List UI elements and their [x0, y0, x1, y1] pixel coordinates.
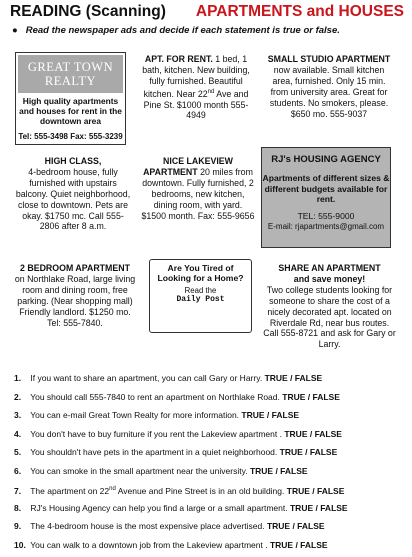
ad-headline: 2 BEDROOM APARTMENT	[20, 263, 130, 273]
question-text: You can e-mail Great Town Realty for more information.	[30, 410, 240, 420]
agency-email: E-mail: rjapartments@gmail.com	[267, 221, 385, 231]
daily-post-question: Are You Tired of Looking for a Home?	[157, 263, 244, 283]
question-text: If you want to share an apartment, you can call Gary or Harry.	[30, 373, 263, 383]
ad-nice-lakeview	[141, 156, 255, 221]
true-false-choice[interactable]: TRUE / FALSE	[282, 391, 340, 402]
question-item	[14, 443, 408, 462]
logo-line-2: REALTY	[44, 74, 97, 88]
question-text-sup: nd	[109, 486, 116, 492]
ad-headline: NICE LAKEVIEW APARTMENT	[143, 156, 233, 177]
question-text: You shouldn't have pets in the apartment in a quiet neighborhood.	[30, 447, 278, 457]
question-item	[14, 480, 408, 499]
true-false-choice[interactable]: TRUE / FALSE	[279, 447, 338, 457]
question-text: You can smoke in the small apartment near the university.	[30, 465, 248, 476]
question-text: The 4-bedroom house is the most expensive place advertised.	[30, 521, 265, 531]
question-item	[14, 499, 408, 518]
agency-title: RJ's HOUSING AGENCY	[271, 154, 381, 165]
realty-contact: Tel: 555-3498 Fax: 555-3239	[18, 132, 123, 141]
ad-headline: HIGH CLASS,	[44, 156, 102, 166]
question-number: 6.	[14, 465, 22, 476]
ad-text: now available. Small kitchen area, furnished. Only 15 min. from university area. Great for students. No smokers, please. $650 mo. 555-9037	[269, 64, 389, 119]
question-text-part: The apartment on 22	[30, 485, 110, 496]
question-item	[14, 369, 408, 388]
question-text: You should call 555-7840 to rent an apartment on Northlake Road.	[30, 391, 280, 402]
true-false-choice[interactable]: TRUE / FALSE	[286, 485, 345, 496]
true-false-choice[interactable]: TRUE / FALSE	[266, 521, 325, 531]
bullet-icon: ●	[12, 25, 18, 36]
question-number: 5.	[14, 447, 22, 457]
true-false-choice[interactable]: TRUE / FALSE	[241, 410, 300, 420]
question-item	[14, 406, 408, 425]
question-text: RJ's Housing Agency can help you find a large or a small apartment.	[30, 502, 288, 513]
true-false-choice[interactable]: TRUE / FALSE	[249, 465, 308, 476]
topic-title: APARTMENTS and HOUSES	[195, 3, 404, 20]
ad-text: 20 miles from downtown. Fully furnished, 2 bedrooms, new kitchen, dining room, with yard. $1500 month. Fax: 555-9656	[141, 166, 255, 221]
ad-great-town-realty	[15, 52, 126, 145]
question-text: You don't have to buy furniture if you rent the Lakeview apartment .	[30, 428, 282, 439]
page-title: READING (Scanning)	[10, 3, 166, 20]
question-number: 9.	[14, 521, 22, 531]
logo-line-1: GREAT TOWN	[27, 60, 114, 74]
true-false-choice[interactable]: TRUE / FALSE	[269, 539, 328, 550]
question-number: 4.	[14, 428, 22, 439]
ad-headline: APT. FOR RENT.	[144, 54, 213, 64]
question-item	[14, 517, 408, 536]
ad-text: 4-bedroom house, fully furnished with upstairs balcony. Quiet neighborhood, close to downtown. Pets are okay. $1750 mc. Call 555-2806 after 8 a.m.	[15, 166, 131, 232]
question-item	[14, 388, 408, 407]
question-number: 8.	[14, 502, 22, 513]
ad-text: Two college students looking for someone to share the cost of a nicely decorated apt. located on Riverdale Rd, near bus routes. Call 555-8721 and ask for Gary or Larry.	[263, 284, 396, 350]
ad-headline: SHARE AN APARTMENT	[278, 263, 381, 273]
question-item	[14, 425, 408, 444]
ad-text: 1 bed, 1 bath, kitchen. New building, fully furnished. Beautiful kitchen. Near 22	[142, 54, 250, 99]
realty-description: High quality apartments and houses for rent in the downtown area	[19, 96, 122, 126]
question-item	[14, 462, 408, 481]
ad-text: on Northlake Road, large living room and dining room, free parking. (Near shopping mall) Friendly landlord. $1250 mo. Tel: 555-7840.	[14, 273, 136, 328]
ad-share-apartment	[263, 263, 396, 350]
question-list	[14, 369, 408, 554]
realty-logo	[18, 55, 123, 93]
agency-description: Apartments of different sizes & different budgets available for rent.	[262, 173, 390, 204]
ad-small-studio	[264, 54, 394, 119]
question-number: 7.	[14, 485, 22, 496]
ad-headline: SMALL STUDIO APARTMENT	[267, 54, 391, 64]
ad-rj-housing-agency	[261, 147, 391, 248]
ad-two-bedroom	[14, 263, 136, 328]
question-text-part: Avenue and Pine Street is in an old building.	[115, 485, 285, 496]
ad-daily-post	[149, 259, 252, 333]
ad-high-class-house	[14, 156, 132, 232]
question-number: 1.	[14, 373, 22, 383]
question-number: 3.	[14, 410, 22, 420]
worksheet-header	[8, 3, 406, 23]
ad-text-sup: nd	[207, 88, 215, 95]
question-item	[14, 536, 408, 555]
instruction-text: Read the newspaper ads and decide if each statement is true or false.	[25, 25, 340, 36]
daily-post-name: Daily Post	[176, 295, 225, 304]
true-false-choice[interactable]: TRUE / FALSE	[289, 502, 348, 513]
question-number: 10.	[14, 539, 26, 550]
question-text	[30, 486, 284, 496]
question-number: 2.	[14, 391, 22, 402]
question-text: You can walk to a downtown job from the Lakeview apartment .	[30, 539, 268, 550]
daily-post-read-the: Read the	[184, 286, 217, 295]
agency-phone: TEL: 555-9000	[297, 210, 355, 221]
true-false-choice[interactable]: TRUE / FALSE	[264, 373, 323, 383]
ad-apt-for-rent	[138, 54, 254, 121]
ad-subheadline: and save money!	[293, 273, 366, 284]
ad-text-cont: Ave and Pine St. $1000 month 555-4949	[143, 88, 249, 121]
instruction-line	[12, 25, 340, 36]
true-false-choice[interactable]: TRUE / FALSE	[284, 428, 342, 439]
